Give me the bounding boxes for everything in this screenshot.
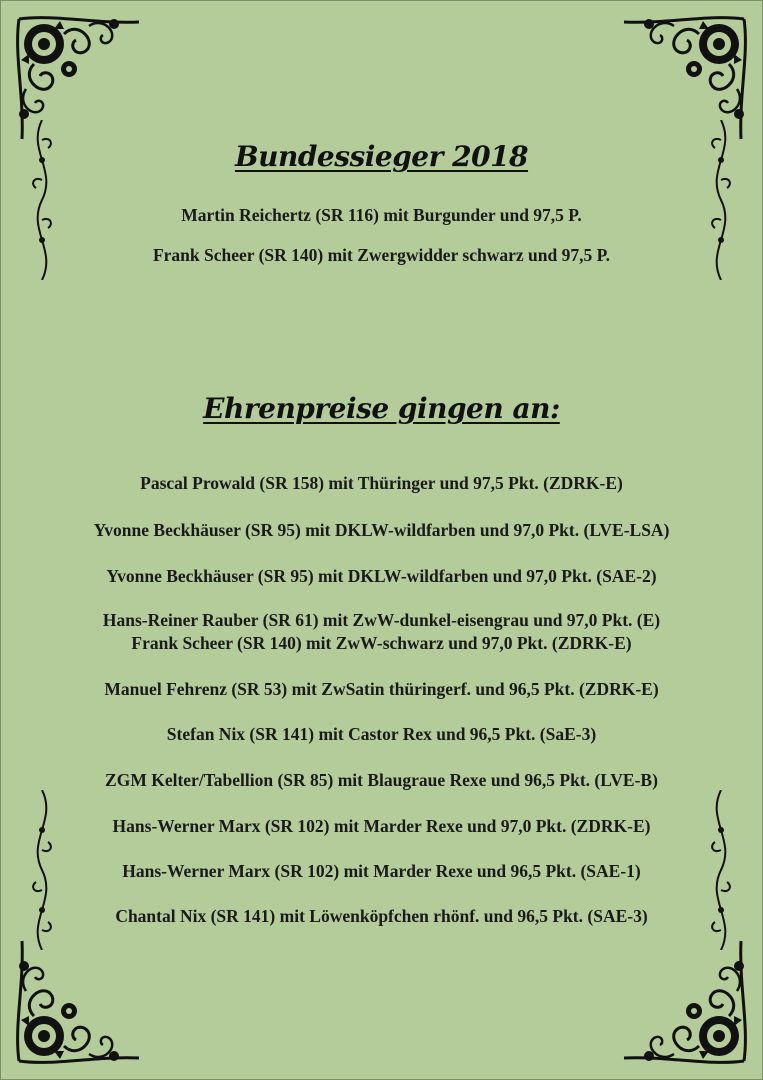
honor-entry: Yvonne Beckhäuser (SR 95) mit DKLW-wildfarben und 97,0 Pkt. (LVE-LSA): [93, 520, 670, 540]
baroque-corner-ornament-icon: [619, 936, 749, 1066]
honor-entry: Manuel Fehrenz (SR 53) mit ZwSatin thüringerf. und 96,5 Pkt. (ZDRK-E): [104, 679, 659, 699]
winner-entry: Frank Scheer (SR 140) mit Zwergwidder schwarz und 97,5 P.: [152, 245, 611, 265]
honor-entry: Stefan Nix (SR 141) mit Castor Rex und 96,5 Pkt. (SaE-3): [166, 724, 597, 744]
honor-entry: Hans-Werner Marx (SR 102) mit Marder Rexe und 96,5 Pkt. (SAE-1): [122, 861, 641, 881]
honor-entry: Hans-Reiner Rauber (SR 61) mit ZwW-dunkel-eisengrau und 97,0 Pkt. (E): [102, 610, 661, 630]
honor-entry: Pascal Prowald (SR 158) mit Thüringer und 97,5 Pkt. (ZDRK-E): [140, 473, 623, 493]
baroque-corner-ornament-icon: [14, 936, 144, 1066]
winners-title: Bundessieger 2018: [234, 140, 529, 173]
honor-entry: ZGM Kelter/Tabellion (SR 85) mit Blaugraue Rexe und 96,5 Pkt. (LVE-B): [105, 770, 658, 790]
honor-entry: Hans-Werner Marx (SR 102) mit Marder Rexe und 97,0 Pkt. (ZDRK-E): [112, 816, 651, 836]
honor-entry: Frank Scheer (SR 140) mit ZwW-schwarz und 97,0 Pkt. (ZDRK-E): [131, 633, 632, 653]
honors-title: Ehrenpreise gingen an:: [203, 392, 560, 425]
winner-entry: Martin Reichertz (SR 116) mit Burgunder und 97,5 P.: [181, 205, 582, 225]
honor-entry: Chantal Nix (SR 141) mit Löwenköpfchen rhönf. und 96,5 Pkt. (SAE-3): [115, 906, 648, 926]
honor-entry: Yvonne Beckhäuser (SR 95) mit DKLW-wildfarben und 97,0 Pkt. (SAE-2): [106, 566, 657, 586]
